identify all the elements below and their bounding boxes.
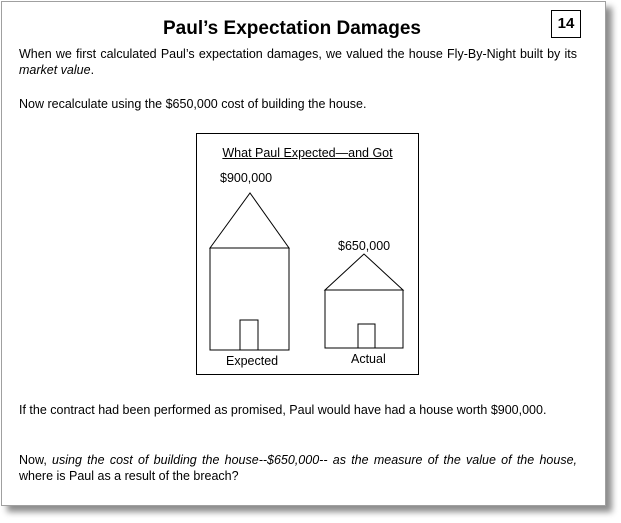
expected-house-icon bbox=[210, 193, 289, 350]
question-emphasis: using the cost of building the house--$650,000-- as the measure of the value of the house, bbox=[52, 453, 577, 467]
figure-title: What Paul Expected—and Got bbox=[222, 146, 393, 160]
slide-title: Paul’s Expectation Damages bbox=[162, 18, 421, 39]
slide bbox=[1, 1, 606, 506]
house-comparison-figure bbox=[196, 133, 419, 375]
paragraph-question-end: where is Paul as a result of the breach? bbox=[19, 469, 239, 483]
paragraph-question bbox=[19, 452, 577, 484]
paragraph-market-value bbox=[19, 46, 577, 78]
market-value-emphasis: market value bbox=[19, 63, 91, 77]
actual-house-icon bbox=[325, 254, 403, 348]
paragraph-market-value-end: . bbox=[90, 63, 95, 77]
expected-value-label: $900,000 bbox=[220, 171, 273, 185]
paragraph-market-value-text: When we first calculated Paul’s expectation damages, we valued the house Fly-By-Night built by its bbox=[19, 47, 577, 61]
expected-caption: Expected bbox=[226, 354, 279, 368]
paragraph-contract-performed: If the contract had been performed as promised, Paul would have had a house worth $900,000. bbox=[19, 403, 547, 417]
house-drawings bbox=[197, 134, 418, 374]
slide-number: 14 bbox=[551, 10, 581, 38]
actual-value-label: $650,000 bbox=[338, 239, 391, 253]
actual-caption: Actual bbox=[351, 352, 386, 366]
paragraph-recalculate: Now recalculate using the $650,000 cost of building the house. bbox=[19, 97, 367, 111]
paragraph-question-start: Now, bbox=[19, 453, 53, 467]
